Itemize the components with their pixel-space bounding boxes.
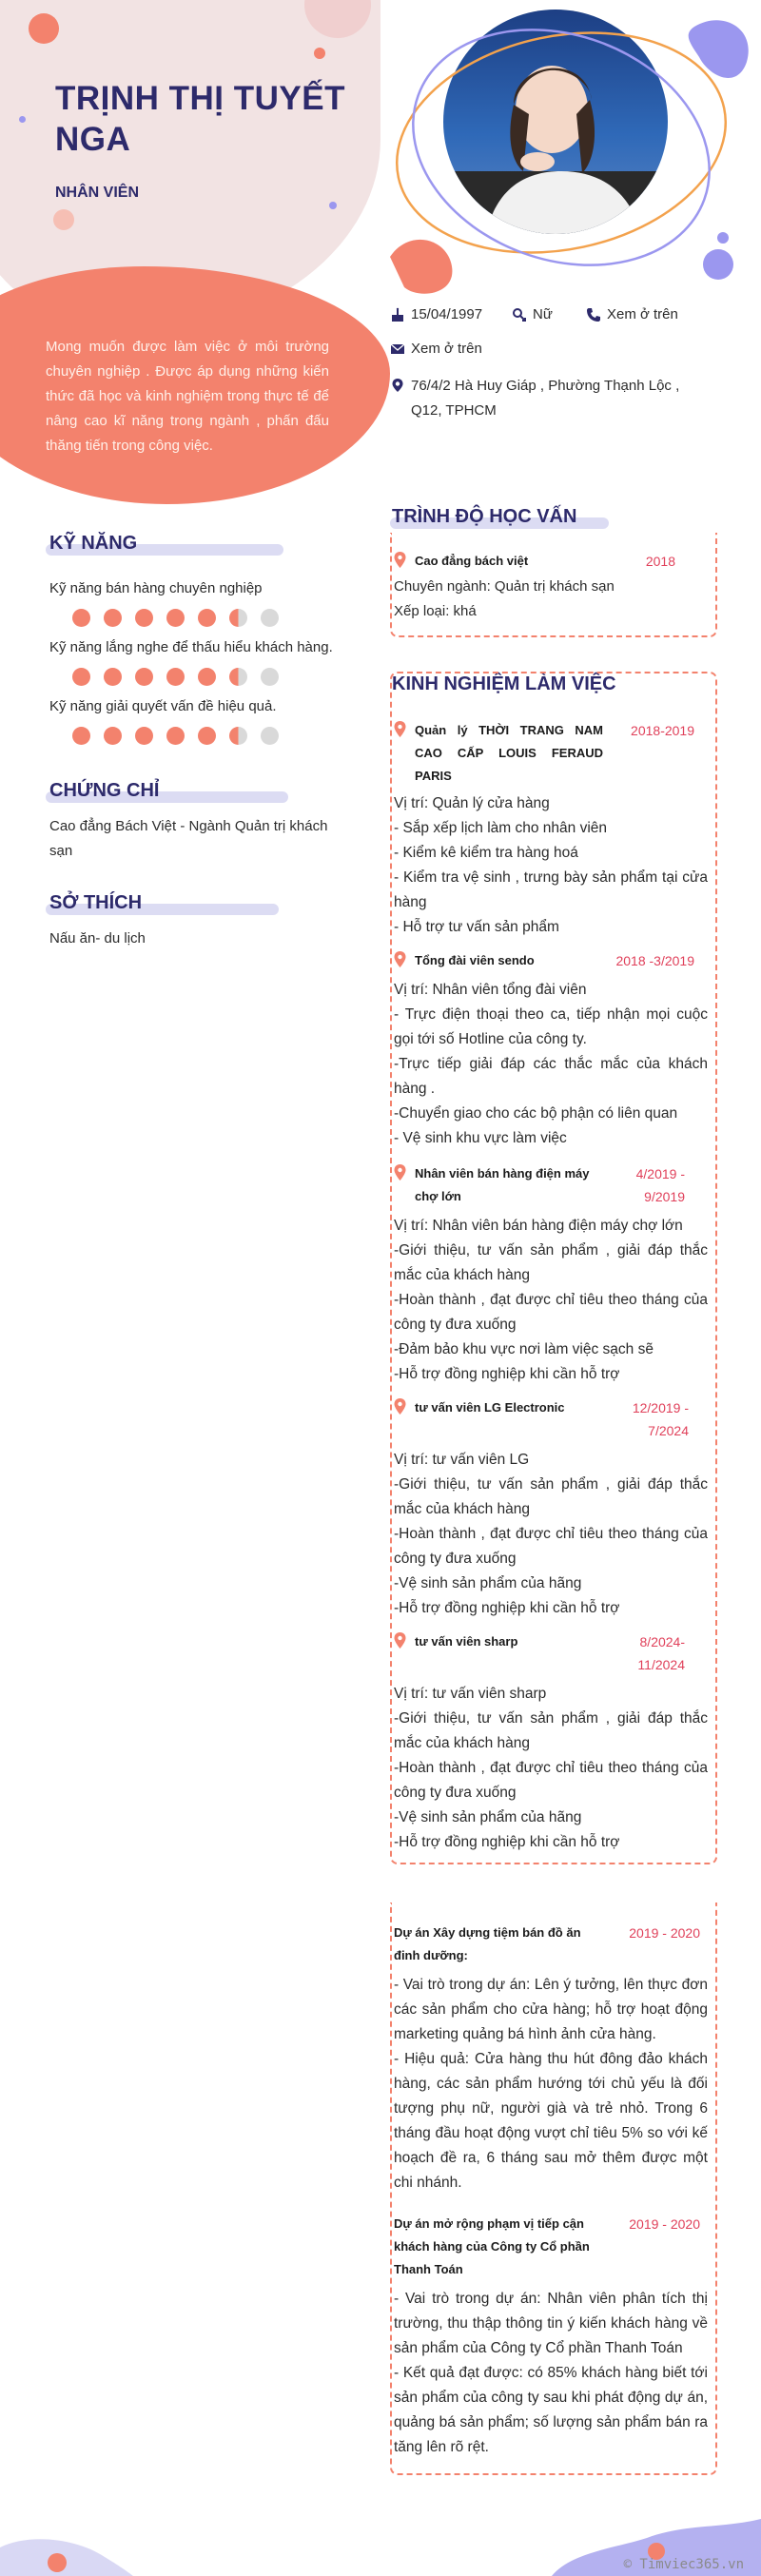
- detail-line: - Hiệu quả: Cửa hàng thu hút đông đảo khách hàng, các sản phẩm hướng tới chủ yếu là đối tượng phụ nữ, người già và trẻ nhỏ. Trong 6 tháng đầu hoạt động vượt chỉ tiêu 5% so với kế hoạch đề ra, 6 tháng sau mở thêm được một chi nhánh.: [394, 2051, 708, 2191]
- gender-value: Nữ: [533, 306, 553, 322]
- detail-line: - Vệ sinh khu vực làm việc: [394, 1130, 567, 1146]
- location-pin-icon: [394, 1398, 406, 1415]
- experience-title: KINH NGHIỆM LÀM VIỆC: [392, 673, 616, 694]
- detail-line: -Đảm bảo khu vực nơi làm việc sạch sẽ: [394, 1341, 654, 1357]
- education-grade: Xếp loại: khá: [394, 603, 477, 619]
- birthday-value: 15/04/1997: [411, 306, 483, 322]
- skill-label: Kỹ năng lắng nghe để thấu hiểu khách hàng.: [49, 639, 333, 655]
- contact-gender: [512, 306, 553, 322]
- contact-phone: [586, 306, 678, 322]
- candidate-name: TRỊNH THỊ TUYẾT NGA: [55, 80, 345, 158]
- experience-details: [394, 978, 708, 1151]
- rating-dot-filled: [72, 668, 90, 686]
- detail-line: -Giới thiệu, tư vấn sản phẩm , giải đáp thắc mắc của khách hàng: [394, 1476, 708, 1517]
- detail-line: - Hỗ trợ tư vấn sản phẩm: [394, 919, 559, 935]
- experience-company: tư vấn viên LG Electronic: [415, 1400, 565, 1415]
- experience-date: 4/2019 - 9/2019: [635, 1166, 685, 1204]
- experience-company: Nhân viên bán hàng điện máy chợ lớn: [415, 1166, 590, 1203]
- detail-line: - Sắp xếp lịch làm cho nhân viên: [394, 820, 608, 836]
- detail-line: - Vai trò trong dự án: Lên ý tưởng, lên thực đơn các sản phẩm cho cửa hàng; hỗ trợ hoạt động marketing quảng bá hình ảnh cửa hàng.: [394, 1977, 708, 2042]
- address-value: 76/4/2 Hà Huy Giáp , Phường Thạnh Lộc , Q12, TPHCM: [411, 378, 680, 419]
- contact-birthday: [390, 306, 482, 322]
- gender-icon: [512, 307, 527, 322]
- detail-line: -Hoàn thành , đạt được chỉ tiêu theo tháng của công ty đưa xuống: [394, 1760, 708, 1801]
- rating-dot-filled: [166, 727, 185, 745]
- decor-dot: [29, 13, 59, 44]
- detail-line: Vị trí: tư vấn viên LG: [394, 1452, 530, 1468]
- rating-dot-empty: [261, 609, 279, 627]
- experience-details: [394, 1448, 708, 1621]
- decor-dot: [329, 202, 337, 209]
- project-date: 2019 - 2020: [629, 1925, 700, 1941]
- profile-photo: [380, 10, 751, 295]
- rating-dot-filled: [198, 609, 216, 627]
- location-pin-icon: [394, 552, 406, 568]
- contact-address: [390, 374, 704, 423]
- location-pin-icon: [394, 951, 406, 967]
- detail-line: Vị trí: tư vấn viên sharp: [394, 1686, 547, 1702]
- hobbies-text: Nấu ăn- du lịch: [49, 930, 146, 946]
- rating-dot-half: [229, 727, 247, 745]
- hobbies-title: SỞ THÍCH: [49, 892, 143, 913]
- decor-dot: [19, 116, 26, 123]
- contact-email: [390, 341, 482, 357]
- project-name: Dự án Xây dựng tiệm bán đồ ăn đinh dưỡng:: [394, 1925, 581, 1962]
- profile-photo-area: [380, 10, 751, 295]
- decor-dot: [314, 48, 325, 59]
- experience-date: 8/2024-11/2024: [637, 1634, 685, 1672]
- detail-line: - Kiểm kê kiểm tra hàng hoá: [394, 845, 578, 861]
- detail-line: -Chuyển giao cho các bộ phận có liên quan: [394, 1105, 678, 1122]
- rating-dot-filled: [104, 727, 122, 745]
- rating-dot-half: [229, 609, 247, 627]
- detail-line: - Vai trò trong dự án: Nhân viên phân tích thị trường, thu thập thông tin ý kiến khách hàng về sản phẩm của Công ty Cổ phần Thanh Toán: [394, 2291, 708, 2356]
- experience-details: [394, 1682, 708, 1855]
- detail-line: -Hoàn thành , đạt được chỉ tiêu theo tháng của công ty đưa xuống: [394, 1526, 708, 1567]
- location-pin-icon: [390, 378, 405, 393]
- detail-line: -Hoàn thành , đạt được chỉ tiêu theo tháng của công ty đưa xuống: [394, 1292, 708, 1333]
- detail-line: -Giới thiệu, tư vấn sản phẩm , giải đáp thắc mắc của khách hàng: [394, 1710, 708, 1751]
- certificates-title: CHỨNG CHỈ: [49, 780, 160, 801]
- education-school: Cao đẳng bách việt: [415, 554, 529, 568]
- rating-dot-empty: [261, 727, 279, 745]
- phone-value: Xem ở trên: [607, 306, 678, 322]
- email-value: Xem ở trên: [411, 341, 482, 357]
- detail-line: -Vệ sinh sản phẩm của hãng: [394, 1809, 582, 1825]
- experience-details: [394, 791, 708, 940]
- skills-title: KỸ NĂNG: [49, 533, 138, 554]
- detail-line: -Giới thiệu, tư vấn sản phẩm , giải đáp thắc mắc của khách hàng: [394, 1242, 708, 1283]
- rating-dot-half: [229, 668, 247, 686]
- skill-label: Kỹ năng bán hàng chuyên nghiệp: [49, 580, 263, 596]
- detail-line: -Hỗ trợ đồng nghiệp khi cần hỗ trợ: [394, 1366, 620, 1382]
- detail-line: Vị trí: Quản lý cửa hàng: [394, 795, 550, 811]
- project-details: [394, 1973, 708, 2195]
- location-pin-icon: [394, 721, 406, 737]
- experience-date: 12/2019 - 7/2024: [632, 1400, 689, 1438]
- rating-dot-filled: [135, 609, 153, 627]
- location-pin-icon: [394, 1164, 406, 1181]
- detail-line: -Hỗ trợ đồng nghiệp khi cần hỗ trợ: [394, 1600, 620, 1616]
- education-year: 2018: [645, 554, 675, 569]
- detail-line: -Hỗ trợ đồng nghiệp khi cần hỗ trợ: [394, 1834, 620, 1850]
- experience-details: [394, 1214, 708, 1387]
- skill-rating: [72, 727, 279, 745]
- certificates-text: Cao đẳng Bách Việt - Ngành Quản trị khách sạn: [49, 818, 328, 859]
- education-title: TRÌNH ĐỘ HỌC VẤN: [392, 506, 577, 527]
- experience-date: 2018 -3/2019: [615, 953, 694, 968]
- rating-dot-filled: [166, 609, 185, 627]
- experience-company: Tổng đài viên sendo: [415, 953, 535, 967]
- birthday-cake-icon: [390, 307, 405, 322]
- project-date: 2019 - 2020: [629, 2216, 700, 2232]
- detail-line: Vị trí: Nhân viên bán hàng điện máy chợ lớn: [394, 1218, 683, 1234]
- experience-date: 2018-2019: [631, 723, 694, 738]
- skill-rating: [72, 668, 279, 686]
- rating-dot-filled: [104, 668, 122, 686]
- candidate-role: NHÂN VIÊN: [55, 185, 140, 201]
- experience-company: Quản lý THỜI TRANG NAM CAO CẤP LOUIS FERAUD PARIS: [415, 723, 603, 783]
- email-icon: [390, 342, 405, 357]
- watermark: © Timviec365.vn: [623, 2557, 744, 2572]
- education-major: Chuyên ngành: Quản trị khách sạn: [394, 578, 615, 595]
- rating-dot-filled: [72, 609, 90, 627]
- rating-dot-empty: [261, 668, 279, 686]
- rating-dot-filled: [104, 609, 122, 627]
- rating-dot-filled: [198, 727, 216, 745]
- location-pin-icon: [394, 1632, 406, 1649]
- detail-line: Vị trí: Nhân viên tổng đài viên: [394, 982, 587, 998]
- decor-dot: [53, 209, 74, 230]
- skill-rating: [72, 609, 279, 627]
- rating-dot-filled: [198, 668, 216, 686]
- phone-icon: [586, 307, 601, 322]
- career-objective: Mong muốn được làm việc ở môi trường chuyên nghiệp . Được áp dụng những kiến thức đã học và kinh nghiệm trong thực tế để nâng cao kĩ năng trong ngành , phấn đấu thăng tiến trong công việc.: [46, 339, 329, 454]
- rating-dot-filled: [135, 727, 153, 745]
- detail-line: -Trực tiếp giải đáp các thắc mắc của khách hàng .: [394, 1056, 708, 1097]
- skill-label: Kỹ năng giải quyết vấn đề hiệu quả.: [49, 698, 277, 714]
- rating-dot-filled: [135, 668, 153, 686]
- project-details: [394, 2287, 708, 2460]
- experience-company: tư vấn viên sharp: [415, 1634, 518, 1649]
- detail-line: - Trực điện thoại theo ca, tiếp nhận mọi cuộc gọi tới số Hotline của công ty.: [394, 1006, 708, 1047]
- rating-dot-filled: [166, 668, 185, 686]
- detail-line: - Kết quả đạt được: có 85% khách hàng biết tới sản phẩm của công ty sau khi phát động dự án, quảng bá sản phẩm; số lượng sản phẩm bán ra tăng lên rõ rệt.: [394, 2365, 708, 2455]
- detail-line: - Kiểm tra vệ sinh , trưng bày sản phẩm tại cửa hàng: [394, 869, 708, 910]
- rating-dot-filled: [72, 727, 90, 745]
- detail-line: -Vệ sinh sản phẩm của hãng: [394, 1575, 582, 1591]
- project-name: Dự án mở rộng phạm vị tiếp cận khách hàng của Công ty Cổ phần Thanh Toán: [394, 2216, 590, 2276]
